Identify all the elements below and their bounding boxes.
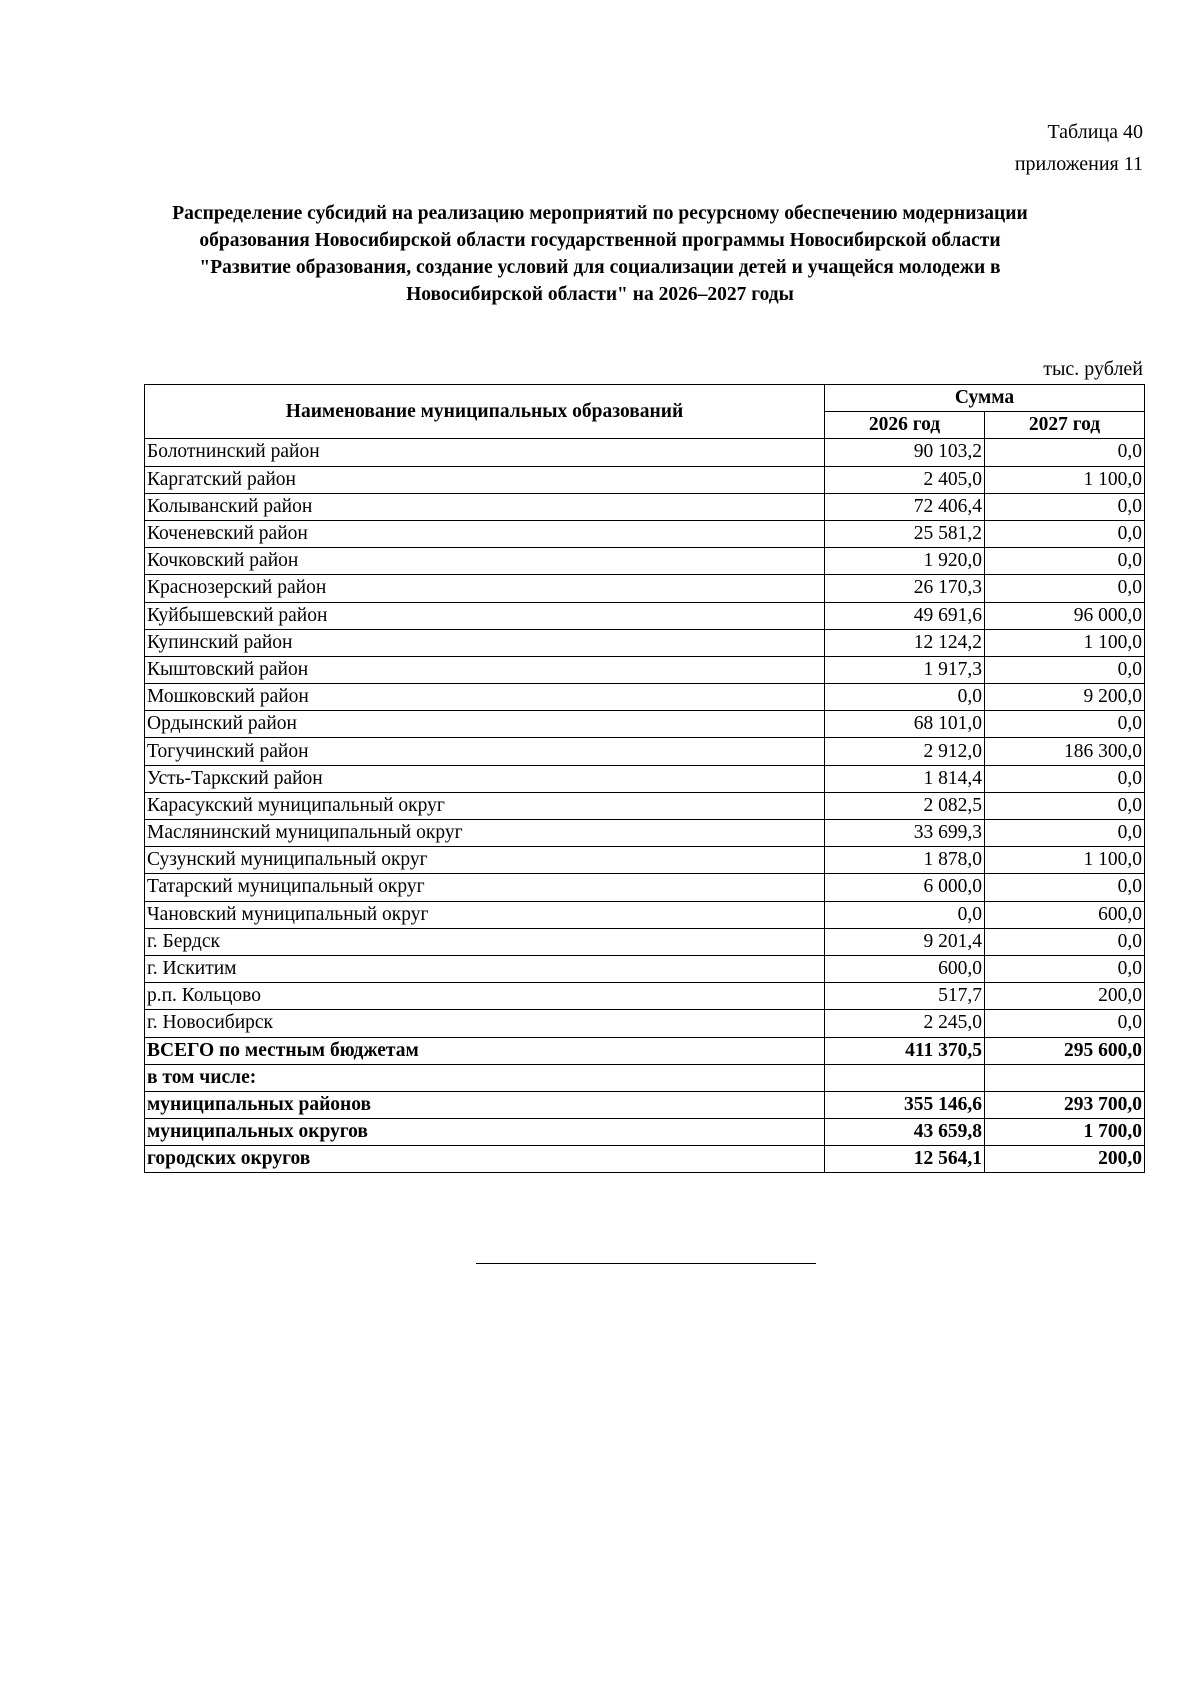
table-row: [145, 874, 1145, 901]
column-header-2027: 2027 год: [985, 412, 1145, 439]
municipality-name: Мошковский район: [145, 684, 825, 711]
municipality-name: Кыштовский район: [145, 656, 825, 683]
table-row: [145, 1010, 1145, 1037]
value-2026: 517,7: [825, 983, 985, 1010]
value-2026: 2 405,0: [825, 466, 985, 493]
value-2027: 0,0: [985, 792, 1145, 819]
value-2026: 26 170,3: [825, 575, 985, 602]
table-row: [145, 439, 1145, 466]
municipality-name: Болотнинский район: [145, 439, 825, 466]
municipality-name: Сузунский муниципальный округ: [145, 847, 825, 874]
municipality-name: г. Искитим: [145, 955, 825, 982]
value-2027: 1 700,0: [985, 1119, 1145, 1146]
municipality-name: Каргатский район: [145, 466, 825, 493]
value-2027: 0,0: [985, 575, 1145, 602]
value-2027: 0,0: [985, 711, 1145, 738]
table-row: [145, 792, 1145, 819]
value-2026: 2 082,5: [825, 792, 985, 819]
title-line: Новосибирской области" на 2026–2027 годы: [406, 284, 794, 305]
total-row: [145, 1064, 1145, 1091]
value-2026: 90 103,2: [825, 439, 985, 466]
value-2026: 72 406,4: [825, 493, 985, 520]
table-row: [145, 738, 1145, 765]
value-2026: [825, 1064, 985, 1091]
end-rule: [476, 1263, 816, 1264]
table-row: [145, 820, 1145, 847]
column-header-2026: 2026 год: [825, 412, 985, 439]
table-row: [145, 928, 1145, 955]
table-row: [145, 684, 1145, 711]
table-row: [145, 901, 1145, 928]
table-row: [145, 955, 1145, 982]
units-label: тыс. рублей: [1043, 358, 1143, 380]
value-2026: 1 920,0: [825, 548, 985, 575]
table-row: [145, 602, 1145, 629]
value-2027: 295 600,0: [985, 1037, 1145, 1064]
table-row: [145, 711, 1145, 738]
municipality-name: Купинский район: [145, 629, 825, 656]
title-line: Распределение субсидий на реализацию мероприятий по ресурсному обеспечению модернизации: [172, 203, 1028, 224]
table-row: [145, 629, 1145, 656]
municipality-name: Чановский муниципальный округ: [145, 901, 825, 928]
value-2027: 0,0: [985, 955, 1145, 982]
value-2027: 0,0: [985, 493, 1145, 520]
table-row: [145, 847, 1145, 874]
value-2026: 0,0: [825, 684, 985, 711]
municipality-name: в том числе:: [145, 1064, 825, 1091]
value-2027: 1 100,0: [985, 847, 1145, 874]
column-header-name: Наименование муниципальных образований: [145, 385, 825, 439]
value-2027: 293 700,0: [985, 1091, 1145, 1118]
value-2027: 0,0: [985, 656, 1145, 683]
total-row: [145, 1146, 1145, 1173]
municipality-name: муниципальных районов: [145, 1091, 825, 1118]
municipality-name: муниципальных округов: [145, 1119, 825, 1146]
value-2026: 411 370,5: [825, 1037, 985, 1064]
value-2027: 0,0: [985, 520, 1145, 547]
value-2027: 0,0: [985, 548, 1145, 575]
title-line: "Развитие образования, создание условий для социализации детей и учащейся молодежи в: [199, 257, 1001, 278]
total-row: [145, 1119, 1145, 1146]
value-2026: 68 101,0: [825, 711, 985, 738]
value-2026: 600,0: [825, 955, 985, 982]
table-row: [145, 656, 1145, 683]
document-title: [140, 200, 1060, 308]
value-2027: 186 300,0: [985, 738, 1145, 765]
value-2027: 0,0: [985, 439, 1145, 466]
total-row: [145, 1037, 1145, 1064]
table-row: [145, 548, 1145, 575]
value-2027: 200,0: [985, 983, 1145, 1010]
municipality-name: ВСЕГО по местным бюджетам: [145, 1037, 825, 1064]
table-row: [145, 493, 1145, 520]
value-2027: 0,0: [985, 765, 1145, 792]
table-row: [145, 575, 1145, 602]
value-2027: 0,0: [985, 820, 1145, 847]
municipality-name: г. Новосибирск: [145, 1010, 825, 1037]
municipality-name: Татарский муниципальный округ: [145, 874, 825, 901]
value-2026: 43 659,8: [825, 1119, 985, 1146]
value-2027: 0,0: [985, 1010, 1145, 1037]
table-row: [145, 520, 1145, 547]
municipality-name: городских округов: [145, 1146, 825, 1173]
municipality-name: Усть-Таркский район: [145, 765, 825, 792]
value-2026: 33 699,3: [825, 820, 985, 847]
value-2026: 2 912,0: [825, 738, 985, 765]
table-row: [145, 466, 1145, 493]
value-2026: 2 245,0: [825, 1010, 985, 1037]
value-2026: 9 201,4: [825, 928, 985, 955]
municipality-name: р.п. Кольцово: [145, 983, 825, 1010]
table-number: Таблица 40: [1047, 121, 1143, 143]
subsidy-table: [144, 384, 1145, 1173]
municipality-name: Колыванский район: [145, 493, 825, 520]
title-line: образования Новосибирской области государственной программы Новосибирской области: [199, 230, 1001, 251]
value-2026: 1 917,3: [825, 656, 985, 683]
table-body: [145, 439, 1145, 1173]
column-header-sum: Сумма: [825, 385, 1145, 412]
municipality-name: Куйбышевский район: [145, 602, 825, 629]
municipality-name: Карасукский муниципальный округ: [145, 792, 825, 819]
municipality-name: Коченевский район: [145, 520, 825, 547]
table-row: [145, 983, 1145, 1010]
municipality-name: Кочковский район: [145, 548, 825, 575]
value-2026: 1 878,0: [825, 847, 985, 874]
value-2026: 6 000,0: [825, 874, 985, 901]
value-2026: 25 581,2: [825, 520, 985, 547]
value-2027: 9 200,0: [985, 684, 1145, 711]
value-2027: 0,0: [985, 874, 1145, 901]
value-2026: 12 564,1: [825, 1146, 985, 1173]
value-2027: 0,0: [985, 928, 1145, 955]
value-2026: 355 146,6: [825, 1091, 985, 1118]
value-2026: 1 814,4: [825, 765, 985, 792]
municipality-name: Маслянинский муниципальный округ: [145, 820, 825, 847]
municipality-name: г. Бердск: [145, 928, 825, 955]
value-2026: 12 124,2: [825, 629, 985, 656]
value-2027: 1 100,0: [985, 466, 1145, 493]
value-2027: 96 000,0: [985, 602, 1145, 629]
total-row: [145, 1091, 1145, 1118]
value-2027: 1 100,0: [985, 629, 1145, 656]
municipality-name: Тогучинский район: [145, 738, 825, 765]
table-row: [145, 765, 1145, 792]
appendix-label: приложения 11: [1014, 153, 1143, 175]
value-2026: 0,0: [825, 901, 985, 928]
value-2027: [985, 1064, 1145, 1091]
municipality-name: Ордынский район: [145, 711, 825, 738]
value-2027: 600,0: [985, 901, 1145, 928]
value-2026: 49 691,6: [825, 602, 985, 629]
municipality-name: Краснозерский район: [145, 575, 825, 602]
value-2027: 200,0: [985, 1146, 1145, 1173]
